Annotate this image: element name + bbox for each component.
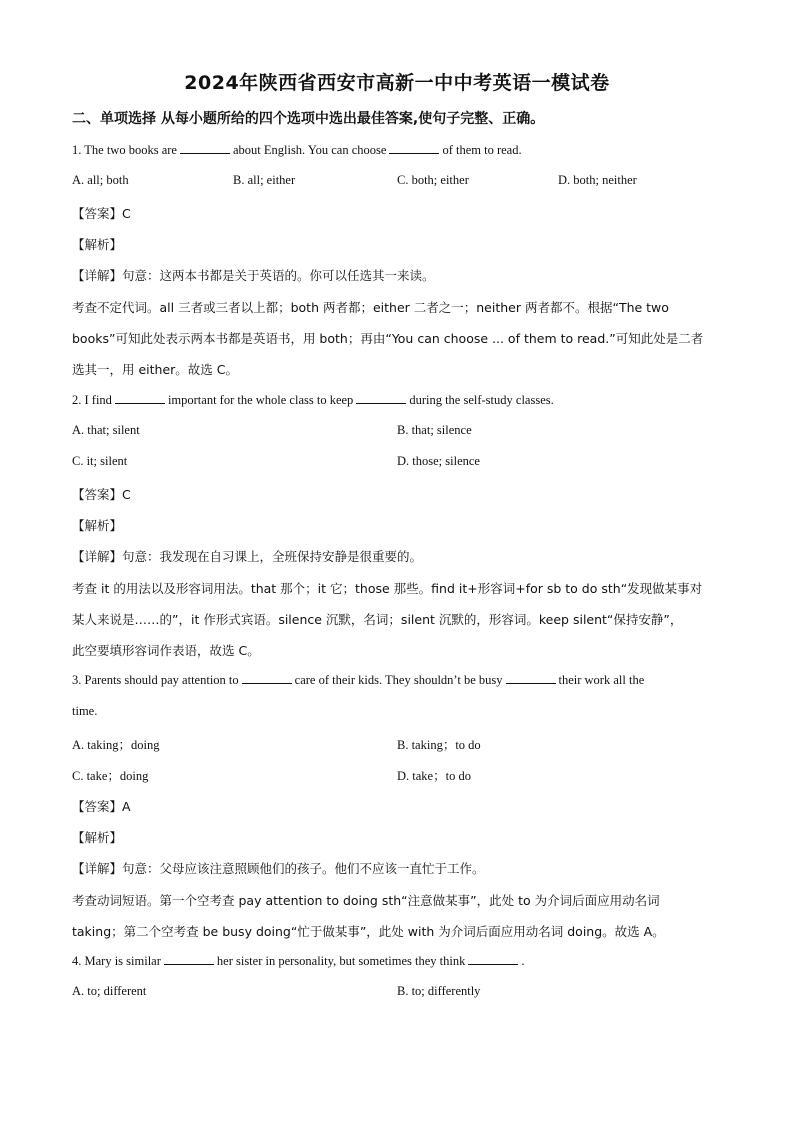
stem-text: her sister in personality, but sometimes they think (216, 954, 466, 968)
question-2-stem (72, 392, 554, 408)
option-a: A. to; different (72, 984, 147, 998)
option-b: B. all; either (233, 173, 296, 187)
answer-blank (242, 672, 292, 684)
explanation-line: 考查不定代词。all 三者或三者以上都；both 两者都；either 二者之一；neither 两者都不。根据“The two (72, 300, 669, 315)
explanation-line: 考查 it 的用法以及形容词用法。that 那个；it 它；those 那些。find it+形容词+for sb to do sth“发现做某事对 (72, 581, 703, 596)
question-3-stem-continued: time. (72, 704, 98, 718)
explanation-line: 考查动词短语。第一个空考查 pay attention to doing sth“注意做某事”，此处 to 为介词后面应用动名词 (72, 893, 660, 908)
question-3-stem (72, 672, 644, 688)
option-c: C. take；doing (72, 769, 149, 783)
option-a: A. taking；doing (72, 738, 160, 752)
stem-text: important for the whole class to keep (167, 393, 354, 407)
stem-text: . (521, 954, 525, 968)
question-1-stem (72, 142, 522, 158)
option-d: D. both; neither (558, 173, 637, 187)
answer-blank (164, 953, 214, 965)
stem-text: their work all the (558, 673, 645, 687)
stem-text: 1. The two books are (72, 143, 177, 157)
answer-line: 【答案】A (72, 799, 131, 814)
option-b: B. that; silence (397, 423, 472, 437)
explanation-line: books”可知此处表示两本书都是英语书，用 both；再由“You can choose ... of them to read.”可知此处是二者 (72, 331, 704, 346)
analysis-label: 【解析】 (72, 518, 123, 533)
answer-blank (389, 142, 439, 154)
option-d: D. take；to do (397, 769, 471, 783)
analysis-label: 【解析】 (72, 237, 123, 252)
section-heading: 二、单项选择 从每小题所给的四个选项中选出最佳答案,使句子完整、正确。 (72, 111, 545, 127)
stem-text: during the self-study classes. (409, 393, 554, 407)
stem-text: of them to read. (442, 143, 522, 157)
page-title: 2024年陕西省西安市高新一中中考英语一模试卷 (184, 72, 610, 94)
option-d: D. those; silence (397, 454, 480, 468)
detail-line: 【详解】句意：我发现在自习课上，全班保持安静是很重要的。 (72, 549, 423, 564)
question-4-stem (72, 953, 524, 969)
answer-blank (506, 672, 556, 684)
option-b: B. to; differently (397, 984, 481, 998)
detail-line: 【详解】句意：这两本书都是关于英语的。你可以任选其一来读。 (72, 268, 435, 283)
stem-text: about English. You can choose (232, 143, 387, 157)
analysis-label: 【解析】 (72, 830, 123, 845)
option-a: A. that; silent (72, 423, 140, 437)
answer-line: 【答案】C (72, 206, 131, 221)
explanation-line: 此空要填形容词作表语，故选 C。 (72, 643, 260, 658)
answer-blank (468, 953, 518, 965)
explanation-line: 选其一，用 either。故选 C。 (72, 362, 238, 377)
stem-text: 3. Parents should pay attention to (72, 673, 239, 687)
explanation-line: 某人来说是……的”，it 作形式宾语。silence 沉默，名词；silent 沉默的，形容词。keep silent“保持安静”， (72, 612, 683, 627)
explanation-line: taking；第二个空考查 be busy doing“忙于做某事”，此处 with 为介词后面应用动名词 doing。故选 A。 (72, 924, 665, 939)
option-c: C. it; silent (72, 454, 128, 468)
stem-text: 4. Mary is similar (72, 954, 161, 968)
answer-line: 【答案】C (72, 487, 131, 502)
answer-blank (356, 392, 406, 404)
detail-line: 【详解】句意：父母应该注意照顾他们的孩子。他们不应该一直忙于工作。 (72, 861, 485, 876)
stem-text: 2. I find (72, 393, 112, 407)
option-a: A. all; both (72, 173, 129, 187)
stem-text: care of their kids. They shouldn’t be busy (294, 673, 503, 687)
option-c: C. both; either (397, 173, 469, 187)
answer-blank (180, 142, 230, 154)
option-b: B. taking；to do (397, 738, 481, 752)
answer-blank (115, 392, 165, 404)
